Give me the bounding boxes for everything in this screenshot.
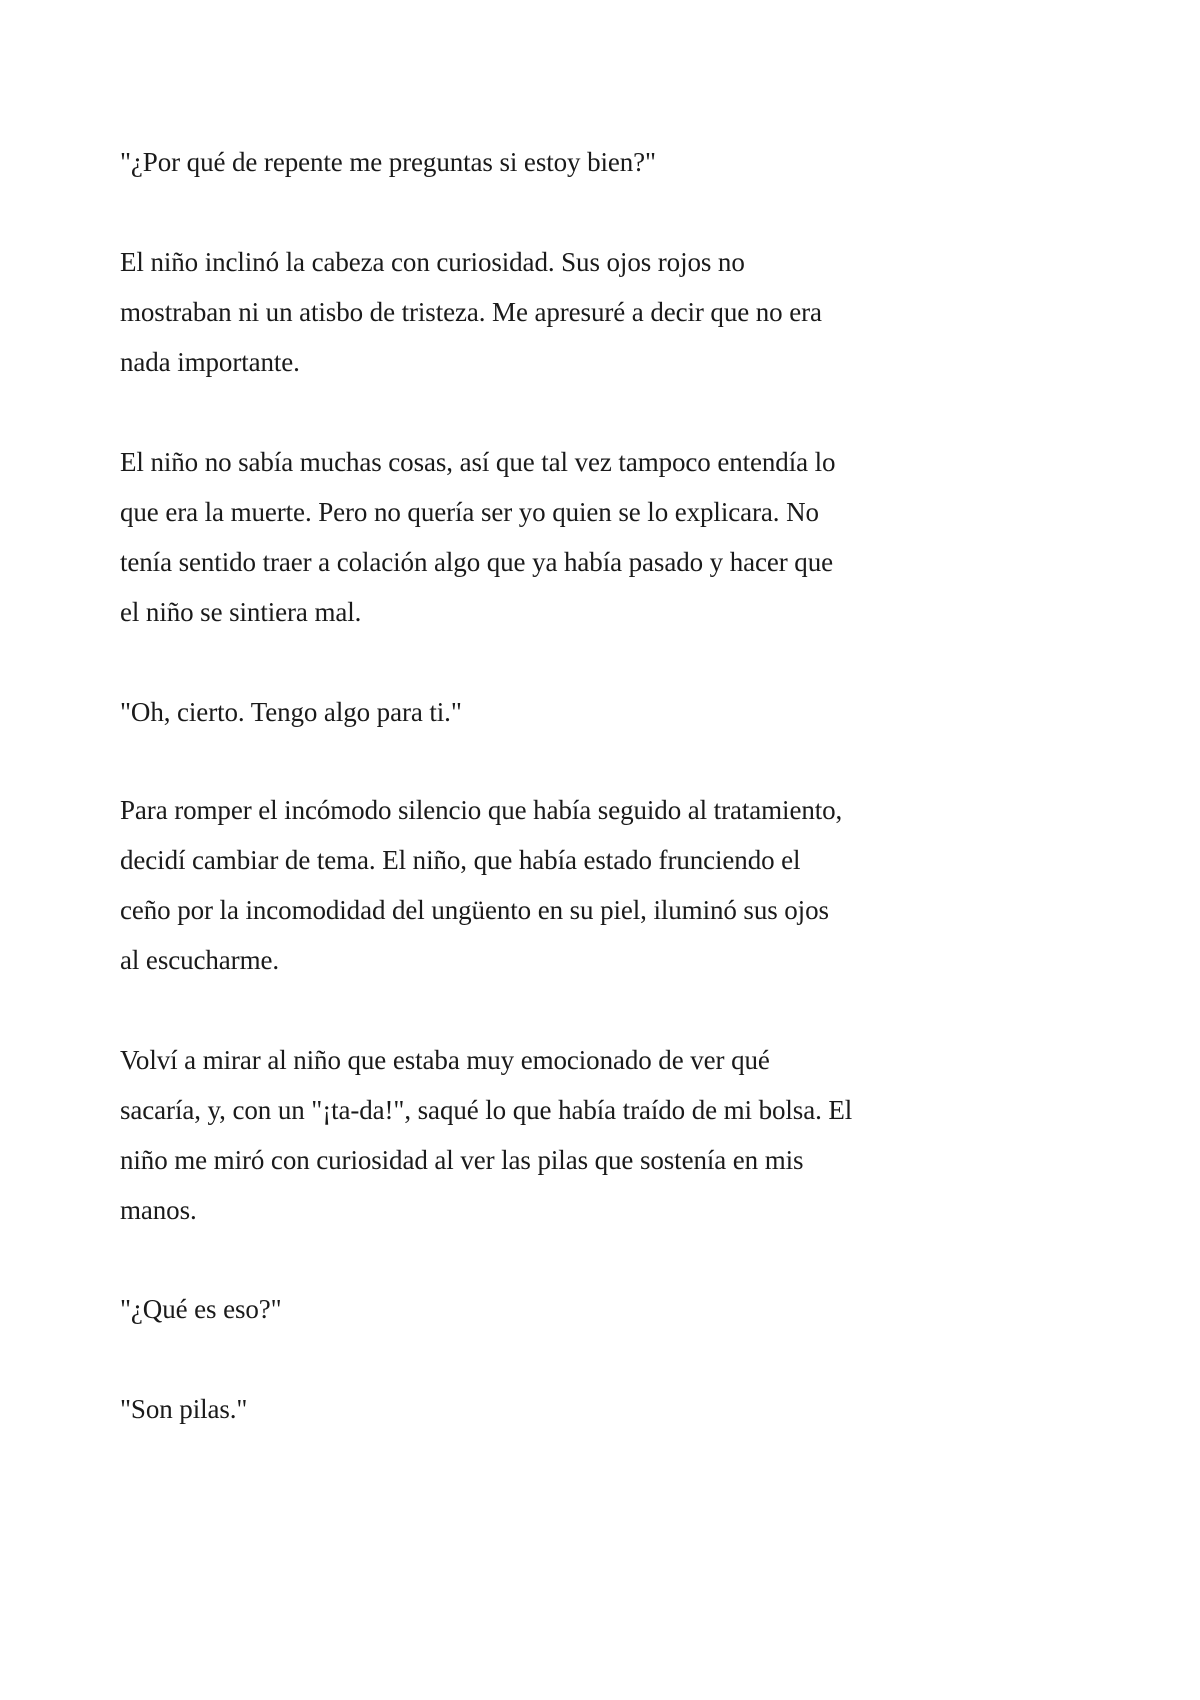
paragraph-line: decidí cambiar de tema. El niño, que había estado frunciendo el	[120, 845, 801, 875]
paragraph-line: Volví a mirar al niño que estaba muy emocionado de ver qué	[120, 1045, 770, 1075]
paragraph-line: el niño se sintiera mal.	[120, 597, 362, 627]
paragraph-line: manos.	[120, 1195, 197, 1225]
paragraph-line: El niño no sabía muchas cosas, así que tal vez tampoco entendía lo	[120, 447, 836, 477]
paragraph-line: que era la muerte. Pero no quería ser yo quien se lo explicara. No	[120, 497, 819, 527]
paragraph-line: mostraban ni un atisbo de tristeza. Me apresuré a decir que no era	[120, 297, 822, 327]
paragraph-line: niño me miró con curiosidad al ver las pilas que sostenía en mis	[120, 1145, 804, 1175]
paragraph-line: El niño inclinó la cabeza con curiosidad. Sus ojos rojos no	[120, 247, 745, 277]
paragraph-line: "Son pilas."	[120, 1394, 248, 1424]
paragraph-line: "¿Qué es eso?"	[120, 1294, 282, 1324]
paragraph-line: ceño por la incomodidad del ungüento en su piel, iluminó sus ojos	[120, 895, 829, 925]
paragraph-line: "¿Por qué de repente me preguntas si estoy bien?"	[120, 147, 656, 177]
paragraph-line: sacaría, y, con un "¡ta-da!", saqué lo que había traído de mi bolsa. El	[120, 1095, 853, 1125]
paragraph-line: Para romper el incómodo silencio que había seguido al tratamiento,	[120, 795, 843, 825]
paragraph-line: al escucharme.	[120, 945, 280, 975]
paragraph-line: "Oh, cierto. Tengo algo para ti."	[120, 697, 462, 727]
paragraph-line: nada importante.	[120, 347, 300, 377]
paragraph-line: tenía sentido traer a colación algo que ya había pasado y hacer que	[120, 547, 833, 577]
